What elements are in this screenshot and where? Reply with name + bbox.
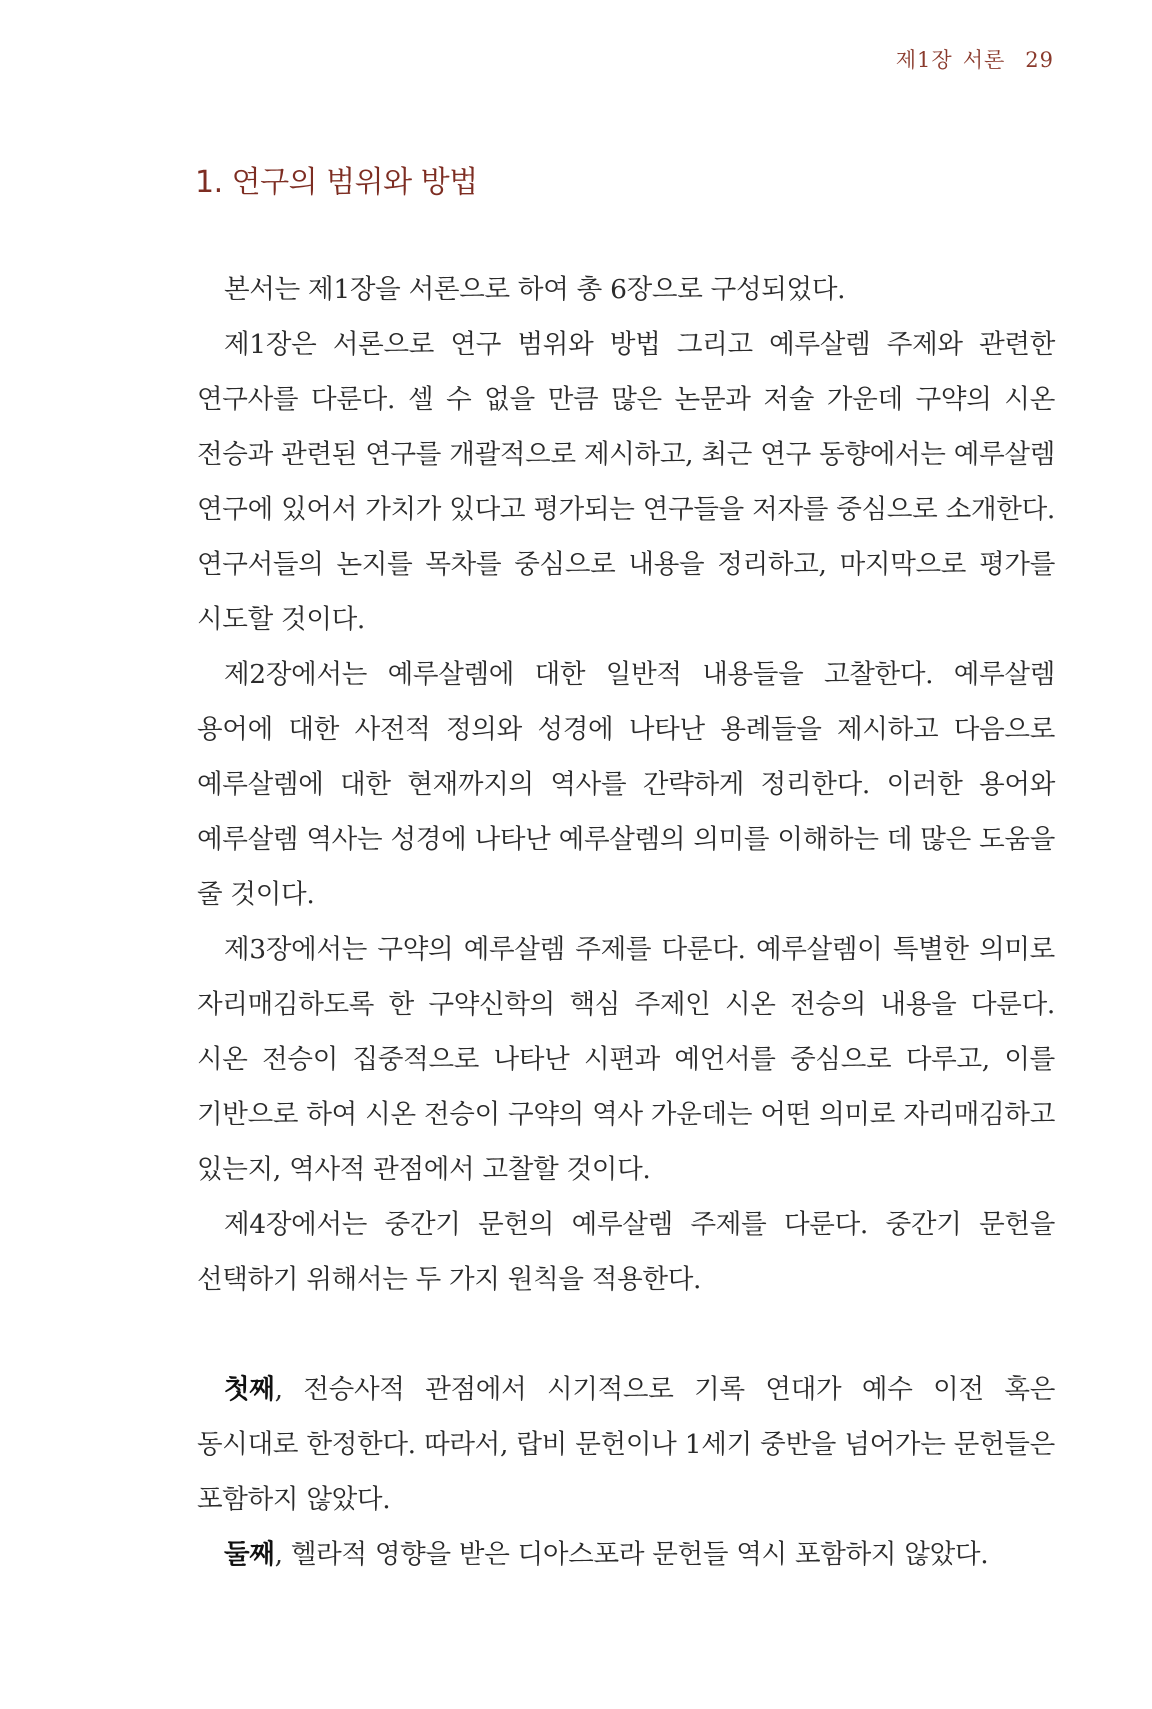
principle-first-label: 첫째	[224, 1374, 275, 1405]
paragraph-overview: 본서는 제1장을 서론으로 하여 총 6장으로 구성되었다.	[224, 274, 846, 305]
principle-second	[197, 1527, 1055, 1582]
paragraph-chapter-2: 제2장에서는 예루살렘에 대한 일반적 내용들을 고찰한다. 예루살렘 용어에 대한 사전적 정의와 성경에 나타난 용례들을 제시하고 다음으로 예루살렘에 대한 현재까지의 역사를 간략하게 정리한다. 이러한 용어와 예루살렘 역사는 성경에 나타난 예루살렘의 의미를 이해하는 데 많은 도움을 줄 것이다.	[197, 659, 1055, 910]
running-head-chapter: 제1장	[895, 48, 953, 72]
principle-second-text: , 헬라적 영향을 받은 디아스포라 문헌들 역시 포함하지 않았다.	[274, 1539, 989, 1570]
running-head-title: 서론	[962, 48, 1006, 72]
principle-first-text: , 전승사적 관점에서 시기적으로 기록 연대가 예수 이전 혹은 동시대로 한정한다. 따라서, 랍비 문헌이나 1세기 중반을 넘어가는 문헌들은 포함하지 않았다.	[197, 1374, 1055, 1515]
paragraph-chapter-1: 제1장은 서론으로 연구 범위와 방법 그리고 예루살렘 주제와 관련한 연구사를 다룬다. 셀 수 없을 만큼 많은 논문과 저술 가운데 구약의 시온 전승과 관련된 연구를 개괄적으로 제시하고, 최근 연구 동향에서는 예루살렘 연구에 있어서 가치가 있다고 평가되는 연구들을 저자를 중심으로 소개한다. 연구서들의 논지를 목차를 중심으로 내용을 정리하고, 마지막으로 평가를 시도할 것이다.	[197, 329, 1055, 635]
principle-first	[197, 1362, 1055, 1527]
page-number: 29	[1025, 48, 1054, 72]
running-head	[886, 44, 1054, 74]
body-text	[197, 262, 1055, 1582]
paragraph-chapter-4: 제4장에서는 중간기 문헌의 예루살렘 주제를 다룬다. 중간기 문헌을 선택하기 위해서는 두 가지 원칙을 적용한다.	[197, 1209, 1055, 1295]
section-title: 1. 연구의 범위와 방법	[195, 165, 478, 200]
principle-second-label: 둘째	[224, 1539, 275, 1570]
paragraph-chapter-3: 제3장에서는 구약의 예루살렘 주제를 다룬다. 예루살렘이 특별한 의미로 자리매김하도록 한 구약신학의 핵심 주제인 시온 전승의 내용을 다룬다. 시온 전승이 집중적으로 나타난 시편과 예언서를 중심으로 다루고, 이를 기반으로 하여 시온 전승이 구약의 역사 가운데는 어떤 의미로 자리매김하고 있는지, 역사적 관점에서 고찰할 것이다.	[197, 934, 1055, 1185]
